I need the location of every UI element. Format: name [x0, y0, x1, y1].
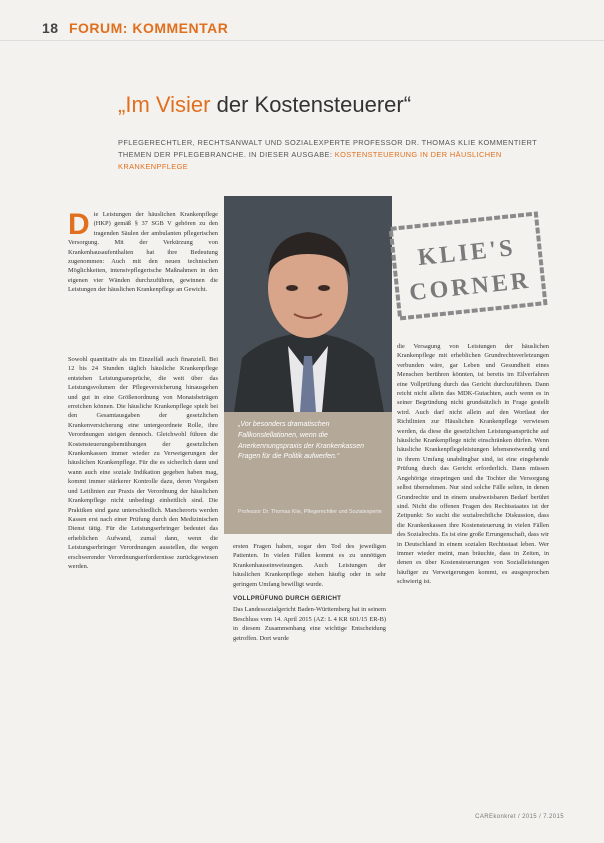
column-1-continued-text: Sowohl quantitativ als im Einzelfall auch finanziell. Bei 12 bis 24 Stunden täglich häusliche Krankenpflege entstehen Leistungsansprüche, die weit über das Leistungsvolumen der Pflegeversicherung hinausgehen und gut in eine Größenordnung von Monatsbeträgen erreichen können. Die häusliche Krankenpflege spielt bei den Gesamtausgaben der gesetzlichen Krankenversicherung eine untergeordnete Rolle, ihre Verordnungen steigen dennoch. Gleichwohl führen die Kostensteuerungsbemühungen der gesetzlichen Krankenkassen immer wieder zu Verweigerungen der häuslichen Krankenpflege. Für die es sicherlich dann und wann auch eine soziale Indikation gegeben haben mag, kommt immer stärkerer Kontrolle dazu, deren Vorgaben und Leitlinien zur Praxis der Verordnung der häuslichen Krankenpflege nicht unbedingt einheitlich sind. Die Praktiken sind ganz unterschiedlich. Mancherorts werden Kassen erst nach einer Prüfung durch den Medizinischen Dienst tätig. Für die Leistungserbringer bedeutet das erheblichen Aufwand, zumal dann, wenn die Leistungserbringer Verordnungen ausstellen, die wegen erschwerender Verordnungserfordernisse zurückgewiesen werden. [68, 356, 218, 570]
deck-text: PFLEGERECHTLER, RECHTSANWALT UND SOZIALEXPERTE PROFESSOR DR. THOMAS KLIE KOMMENTIERT THEMEN DER PFLEGEBRANCHE. IN DIESER AUSGABE: [118, 138, 537, 159]
quote-attribution: Professor Dr. Thomas Klie, Pflegerechtler und Sozialexperte [238, 509, 382, 515]
page-footer: CAREkonkret / 2015 / 7.2015 [475, 814, 564, 820]
pull-quote-box [224, 412, 392, 534]
column-1-text: ie Leistungen der häuslichen Krankenpflege (HKP) gemäß § 37 SGB V gehören zu den tragenden Säulen der ambulanten pflegerischen Versorgung. Mit der Verkürzung von Krankenhausaufenthalten hat ihre Bedeutung zugenommen: Auch mit den neuen technischen Möglichkeiten, intensivpflegerische Maßnahmen in den eigenen vier Wänden durchzuführen, gewinnen die Leistungen der häuslichen Krankenpflege an Gewicht. [68, 211, 218, 294]
section-label: FORUM: KOMMENTAR [68, 20, 229, 36]
portrait-illustration [224, 196, 392, 412]
article-deck [118, 137, 538, 173]
stamp-line-1: KLIE'S [416, 235, 517, 272]
column-1-continued [68, 355, 218, 571]
title-accent: „Im Visier [118, 92, 211, 117]
title-rest: der Kostensteuerer“ [210, 92, 412, 117]
drop-cap: D [68, 208, 90, 241]
article-title [118, 92, 411, 118]
column-1 [68, 210, 218, 295]
stamp-line-2: CORNER [408, 267, 533, 307]
pull-quote: „Vor besonders dramatischen Fallkonstellationen, wenn die Anerkennungspraxis der Krankenkassen Fragen für die Politik aufwerfen.“ [238, 421, 365, 461]
column-3-text: die Versagung von Leistungen der häuslichen Krankenpflege mit erheblichen Grundrechtsverletzungen verbunden wäre, gar Leben und Gesundheit eines Menschen berühren könnten, ist bereits im Eilverfahren eine Vollprüfung durch das Gericht durchzuführen. Dann reicht nicht allein das MDK-Gutachten, auch wenn es in seiner Begründung nicht grundsätzlich in Frage gestellt wird. Auch darf nicht allein auf den Wortlaut der Richtlinien zur Häuslichen Krankenpflege verwiesen werden, da diese die gesetzlichen Leistungsansprüche auf häusliche Krankenpflege nicht einschränken dürfen. Wenn häusliche Krankenpflegeleistungen lebensnotwendig und in ihrem Umfang unabdingbar sind, ist eine eingehende Prüfung durch das Gericht erforderlich. Dann müssen Angehörige einspringen und die Tochter die Versorgung selbst übernehmen. Nur sind solche Fälle selten, in denen Grundrechte und in einem unabweisbaren Bedarf berührt sind. Nicht die offenen Fragen des Rechtsstaates ist der Zeitpunkt: So sucht die sozialrechtliche Diskussion, dass die Krankenkassen ihre Kostensteuerung in vielen Fällen des Sozialrechts. Es ist eine große Errungenschaft, dass wir in Deutschland in einem sozialen Rechtsstaat leben. Wer immer wieder meint, man bräuchte, dass in Zeiten, in denen es über Kostensteuerungen von Sozialleistungen häufiger zu Verweigerungen kommt, es ausgesprochen schwierig ist. [397, 343, 549, 586]
klies-corner-stamp [387, 210, 548, 321]
column-2-text: ersten Fragen haben, sogar den Tod des jeweiligen Patienten. In vielen Fällen kommt es zu unnötigen Krankenhauseinweisungen. Auch Leistungen der häuslichen Krankenpflege stehen häufig oder in sehr geringem Umfang bewilligt wurde. [233, 543, 386, 588]
author-portrait-image [224, 196, 392, 412]
page-number: 18 [42, 20, 59, 36]
column-2 [233, 542, 386, 643]
column-2-subhead: VOLLPRÜFUNG DURCH GERICHT [233, 595, 342, 603]
column-2-text-b: Das Landessozialgericht Baden-Württemberg hat in seinem Beschluss vom 14. April 2015 (AZ: L 4 KR 601/15 ER-B) in diesem Zusammenhang eine wichtige Entscheidung getroffen. Dort wurde [233, 606, 386, 642]
header-divider [0, 40, 604, 41]
page-header [42, 20, 228, 36]
deck-highlight: KOSTENSTEUERUNG IN DER HÄUSLICHEN KRANKENPFLEGE [118, 150, 502, 171]
column-3 [397, 342, 549, 587]
stamp-graphic [387, 210, 548, 321]
